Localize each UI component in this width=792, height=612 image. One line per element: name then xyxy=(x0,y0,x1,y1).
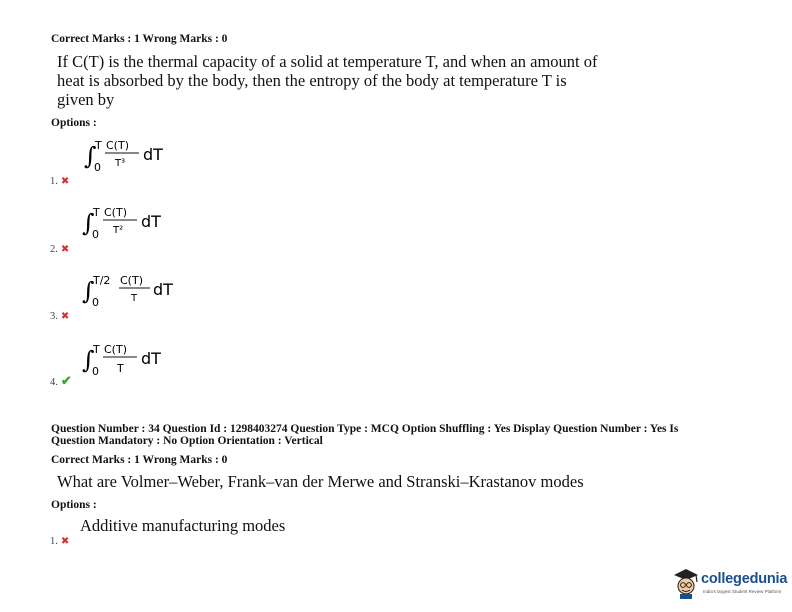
q2-options-label: Options : xyxy=(51,499,97,511)
q1-option-1-integral xyxy=(84,138,184,178)
q2-info-line-1: Question Number : 34 Question Id : 1298403274 Question Type : MCQ Option Shuffling : Yes Display Question Number : Yes Is xyxy=(51,423,679,435)
collegedunia-logo[interactable] xyxy=(672,567,788,601)
integral-upper-limit: T/2 xyxy=(93,274,111,287)
q1-option-2-integral xyxy=(82,205,182,245)
option-number: 1. xyxy=(50,176,58,187)
q1-option-4-number[interactable] xyxy=(50,372,72,390)
q1-question-text xyxy=(57,52,617,109)
q1-text-line-1: If C(T) is the thermal capacity of a solid at temperature T, and when an amount of xyxy=(57,52,598,71)
q2-info xyxy=(51,423,751,447)
logo-name: collegedunia xyxy=(701,571,788,587)
integrand-denominator: T xyxy=(117,362,124,375)
integral-lower-limit: 0 xyxy=(92,365,99,378)
integrand-numerator: C(T) xyxy=(106,139,129,152)
integral-sign: ∫ xyxy=(84,142,97,170)
graduate-mascot-icon xyxy=(672,567,700,599)
q2-question-text: What are Volmer–Weber, Frank–van der Merwe and Stranski–Krastanov modes xyxy=(57,472,584,491)
option-number: 1. xyxy=(50,536,58,547)
differential: dT xyxy=(153,280,173,299)
q1-options-label: Options : xyxy=(51,117,97,129)
integrand-denominator: T² xyxy=(113,225,124,236)
q1-marks: Correct Marks : 1 Wrong Marks : 0 xyxy=(51,33,228,45)
q1-text-line-3: given by xyxy=(57,90,115,109)
q2-option-1-text: Additive manufacturing modes xyxy=(80,516,286,535)
option-number: 2. xyxy=(50,244,58,255)
q1-option-3-integral xyxy=(82,273,192,313)
q1-option-1-number[interactable] xyxy=(50,171,69,189)
integral-upper-limit: T xyxy=(93,206,100,219)
integral-upper-limit: T xyxy=(93,343,100,356)
integrand-numerator: C(T) xyxy=(104,343,127,356)
wrong-mark-icon: ✖ xyxy=(60,311,70,322)
integral-sign: ∫ xyxy=(82,277,95,305)
integrand-numerator: C(T) xyxy=(104,206,127,219)
q1-text-line-2: heat is absorbed by the body, then the entropy of the body at temperature T is xyxy=(57,71,567,90)
differential: dT xyxy=(141,349,161,368)
logo-tagline: India's largest Student Review Platform xyxy=(703,589,782,594)
option-number: 4. xyxy=(50,377,58,388)
q2-option-1-number[interactable] xyxy=(50,531,69,549)
differential: dT xyxy=(143,145,163,164)
integral-lower-limit: 0 xyxy=(92,228,99,241)
q2-marks: Correct Marks : 1 Wrong Marks : 0 xyxy=(51,454,228,466)
q1-option-3-number[interactable] xyxy=(50,306,69,324)
q2-info-line-2: Question Mandatory : No Option Orientation : Vertical xyxy=(51,435,323,447)
wrong-mark-icon: ✖ xyxy=(60,244,70,255)
integrand-denominator: T³ xyxy=(115,158,126,169)
integral-lower-limit: 0 xyxy=(92,296,99,309)
integral-sign: ∫ xyxy=(82,209,95,237)
integral-lower-limit: 0 xyxy=(94,161,101,174)
integral-upper-limit: T xyxy=(95,139,102,152)
differential: dT xyxy=(141,212,161,231)
wrong-mark-icon: ✖ xyxy=(60,176,70,187)
correct-check-icon: ✔ xyxy=(60,373,72,388)
integrand-numerator: C(T) xyxy=(120,274,143,287)
q1-option-4-integral xyxy=(82,342,182,382)
option-number: 3. xyxy=(50,311,58,322)
q1-option-2-number[interactable] xyxy=(50,239,69,257)
integral-sign: ∫ xyxy=(82,346,95,374)
integrand-denominator: T xyxy=(131,293,138,304)
wrong-mark-icon: ✖ xyxy=(60,536,70,547)
